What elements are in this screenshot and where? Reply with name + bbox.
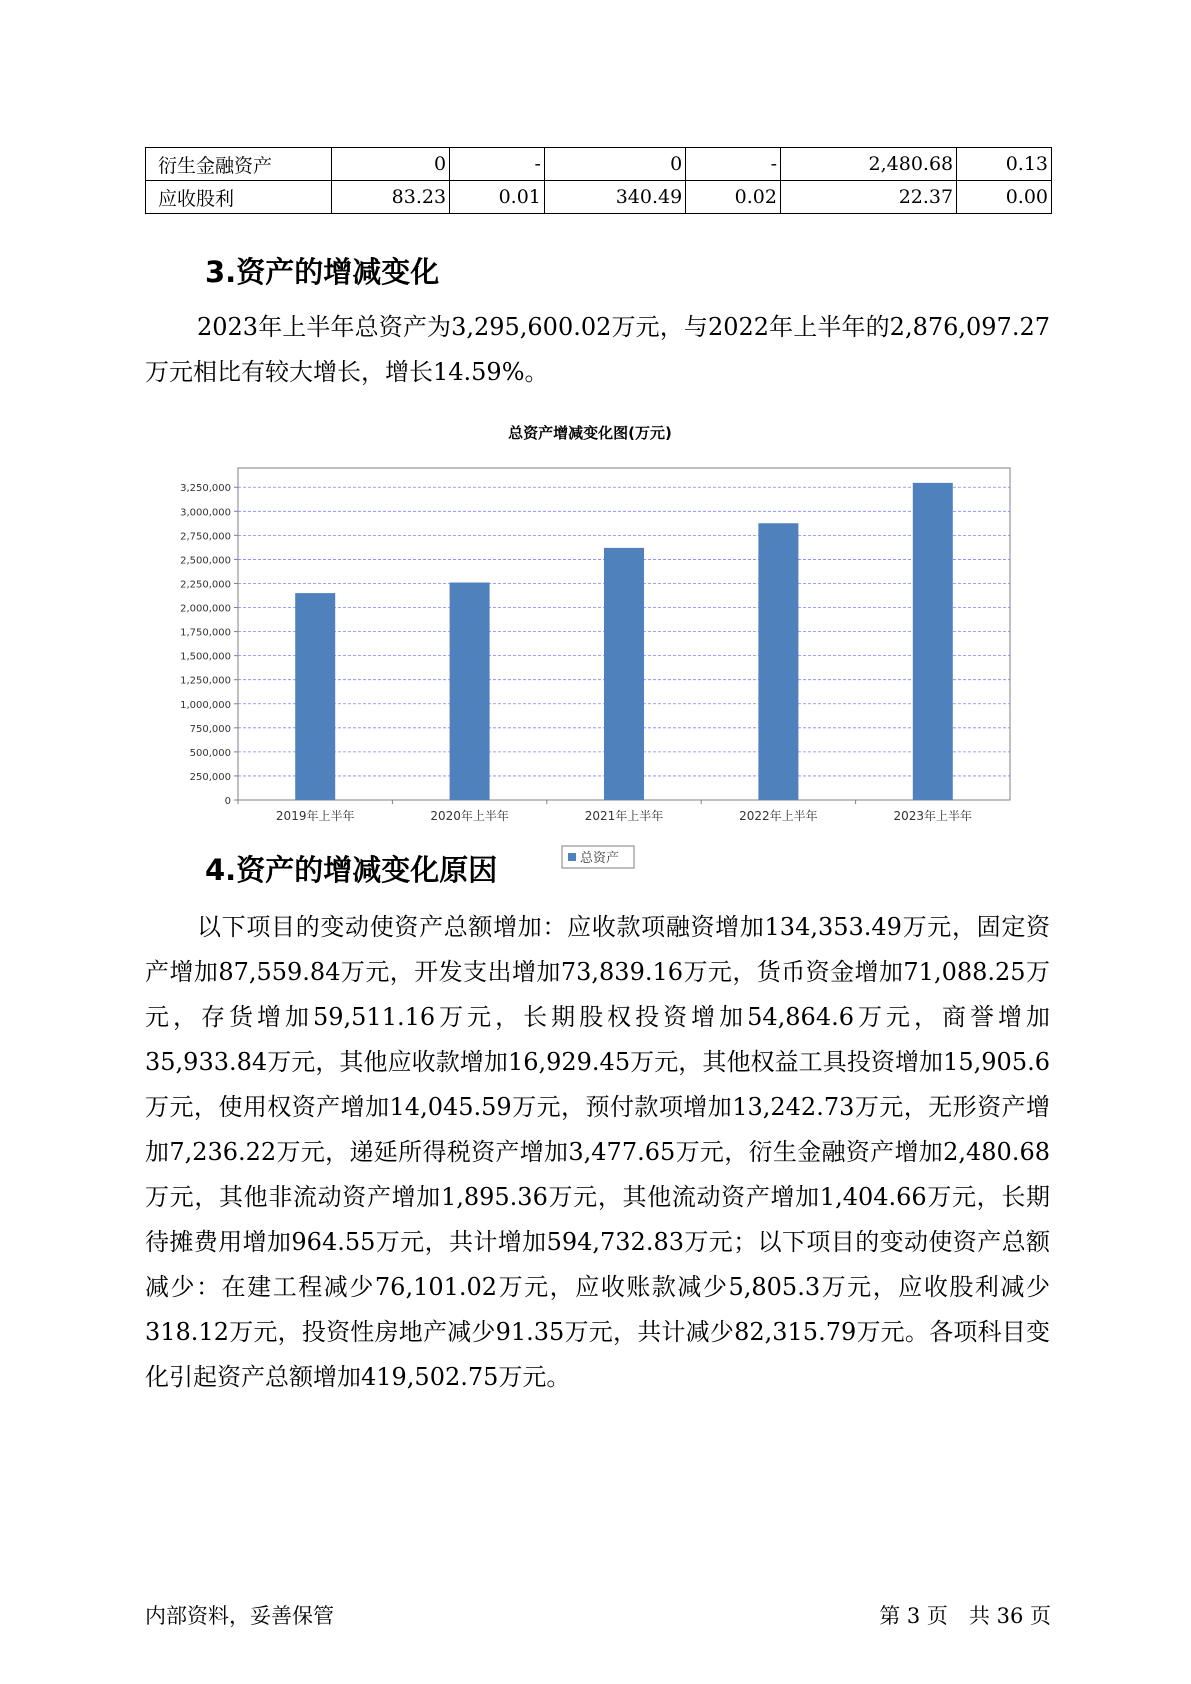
row-name: 衍生金融资产: [146, 148, 332, 181]
total-assets-chart: [150, 420, 1030, 880]
x-tick-label: 2023年上半年: [893, 809, 973, 823]
y-tick-label: 2,000,000: [180, 603, 231, 615]
y-tick-label: 1,500,000: [180, 651, 231, 663]
x-axis-labels: [238, 800, 972, 823]
table-cell: 0: [544, 148, 685, 181]
table-cell: 0.02: [686, 181, 781, 214]
asset-table: [145, 147, 1052, 214]
section3-heading: 3.资产的增减变化: [205, 255, 440, 289]
table-cell: 340.49: [544, 181, 685, 214]
legend-swatch: [568, 853, 576, 861]
legend-label: 总资产: [580, 851, 620, 866]
footer-page-number: 第 3 页 共 36 页: [879, 1604, 1051, 1628]
x-tick-label: 2019年上半年: [275, 809, 355, 823]
footer-left: 内部资料，妥善保管: [145, 1604, 334, 1628]
y-tick-label: 1,000,000: [180, 699, 231, 711]
y-tick-label: 2,750,000: [180, 531, 231, 543]
y-tick-label: 2,500,000: [180, 555, 231, 567]
x-tick-label: 2020年上半年: [430, 809, 509, 823]
y-tick-label: 750,000: [189, 723, 231, 735]
y-axis-ticks: [180, 483, 238, 807]
table-cell: 2,480.68: [780, 148, 956, 181]
row-name: 应收股利: [146, 181, 332, 214]
table-cell: 83.23: [332, 181, 450, 214]
y-tick-label: 1,250,000: [180, 675, 231, 687]
table-row: [146, 148, 1052, 181]
table-row: [146, 181, 1052, 214]
y-tick-label: 3,250,000: [180, 483, 231, 495]
y-tick-label: 250,000: [189, 771, 231, 783]
section4-heading: 4.资产的增减变化原因: [205, 853, 498, 887]
section3-paragraph: 2023年上半年总资产为3,295,600.02万元，与2022年上半年的2,876,097.27万元相比有较大增长，增长14.59%。: [145, 313, 1050, 386]
y-tick-label: 500,000: [189, 747, 231, 759]
bars: [295, 483, 953, 800]
table-cell: 0.00: [957, 181, 1052, 214]
x-tick-label: 2021年上半年: [584, 809, 664, 823]
y-tick-label: 3,000,000: [180, 507, 231, 519]
table-cell: 0: [332, 148, 450, 181]
x-tick-label: 2022年上半年: [739, 809, 818, 823]
chart-svg: [150, 420, 1030, 880]
table-cell: 0.13: [957, 148, 1052, 181]
chart-title: 总资产增减变化图(万元): [508, 424, 672, 442]
bar: [913, 483, 953, 800]
table-cell: -: [686, 148, 781, 181]
table-cell: 0.01: [450, 181, 545, 214]
legend: [562, 846, 634, 868]
table-cell: 22.37: [780, 181, 956, 214]
bar: [450, 583, 490, 800]
y-tick-label: 2,250,000: [180, 579, 231, 591]
bar: [758, 523, 798, 800]
section4-paragraph: 以下项目的变动使资产总额增加：应收款项融资增加134,353.49万元，固定资产增加87,559.84万元，开发支出增加73,839.16万元，货币资金增加71,088.25万元，存货增加59,511.16万元，长期股权投资增加54,864.6万元，商誉增加35,933.84万元，其他应收款增加16,929.45万元，其他权益工具投资增加15,905.6万元，使用权资产增加14,045.59万元，预付款项增加13,242.73万元，无形资产增加7,236.22万元，递延所得税资产增加3,477.65万元，衍生金融资产增加2,480.68万元，其他非流动资产增加1,895.36万元，其他流动资产增加1,404.66万元，长期待摊费用增加964.55万元，共计增加594,732.83万元；以下项目的变动使资产总额减少：在建工程减少76,101.02万元，应收账款减少5,805.3万元，应收股利减少318.12万元，投资性房地产减少91.35万元，共计减少82,315.79万元。各项科目变化引起资产总额增加419,502.75万元。: [145, 913, 1050, 1391]
table-cell: -: [450, 148, 545, 181]
y-tick-label: 0: [224, 796, 231, 807]
bar: [295, 593, 335, 800]
y-tick-label: 1,750,000: [180, 627, 231, 639]
bar: [604, 548, 644, 800]
